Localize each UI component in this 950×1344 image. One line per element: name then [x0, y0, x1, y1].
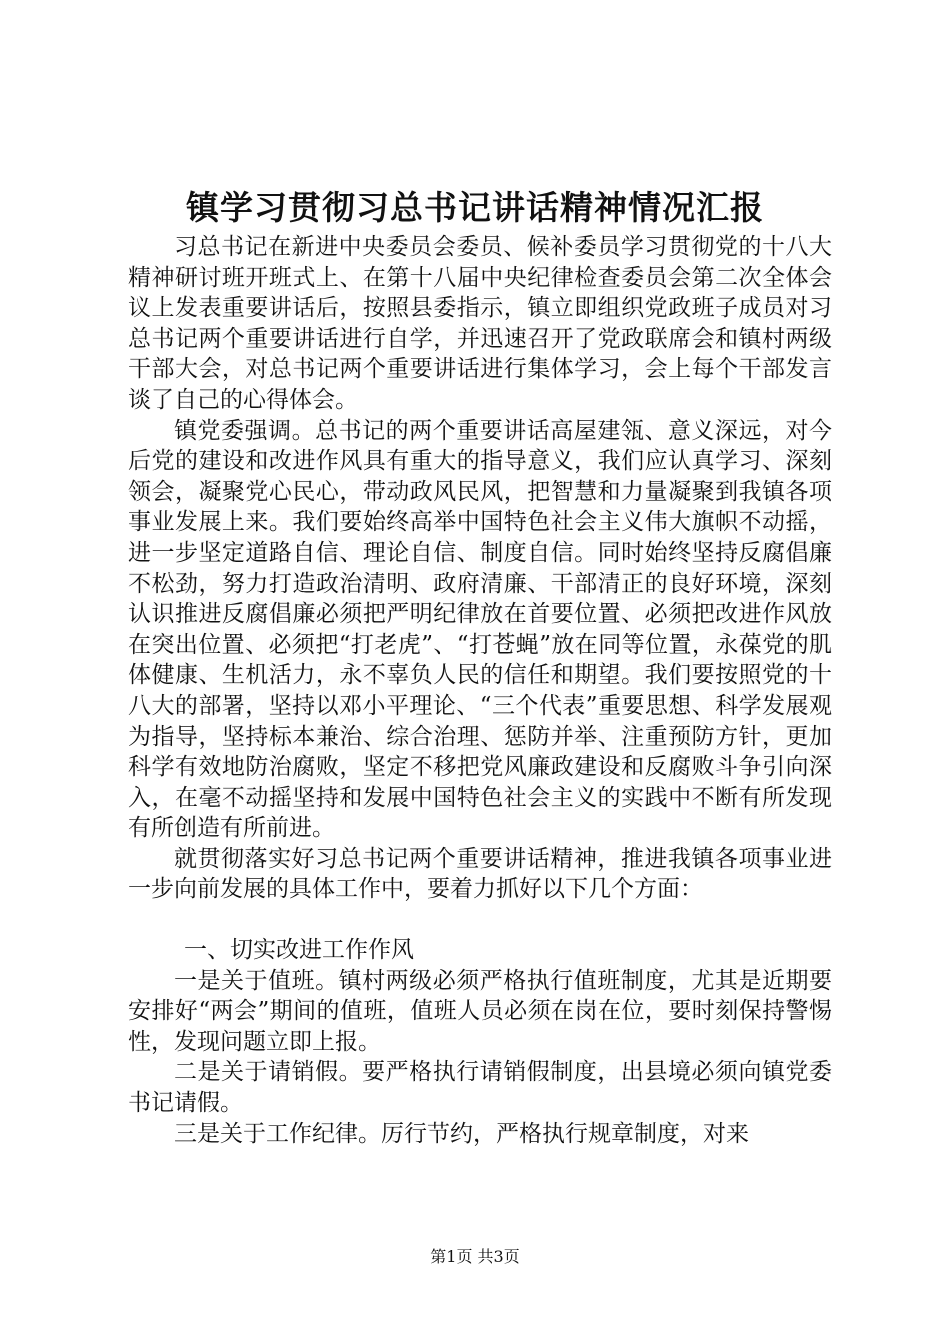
paragraph-implementation: 就贯彻落实好习总书记两个重要讲话精神，推进我镇各项事业进一步向前发展的具体工作中，要着力抓好以下几个方面： — [128, 845, 832, 903]
section-heading: 一、切实改进工作作风 — [184, 937, 414, 964]
paragraph-party-emphasis: 镇党委强调。总书记的两个重要讲话高屋建瓴、意义深远，对今后党的建设和改进作风具有重大的指导意义，我们应认真学习、深刻领会，凝聚党心民心，带动政风民风，把智慧和力量凝聚到我镇各项事业发展上来。我们要始终高举中国特色社会主义伟大旗帜不动摇，进一步坚定道路自信、理论自信、制度自信。同时始终坚持反腐倡廉不松劲，努力打造政治清明、政府清廉、干部清正的良好环境，深刻认识推进反腐倡廉必须把严明纪律放在首要位置、必须把改进作风放在突出位置、必须把“打老虎”、“打苍蝇”放在同等位置，永葆党的肌体健康、生机活力，永不辜负人民的信任和期望。我们要按照党的十八大的部署，坚持以邓小平理论、“三个代表”重要思想、科学发展观为指导，坚持标本兼治、综合治理、惩防并举、注重预防方针，更加科学有效地防治腐败，坚定不移把党风廉政建设和反腐败斗争引向深入，在毫不动摇坚持和发展中国特色社会主义的实践中不断有所发现有所创造有所前进。 — [128, 417, 832, 842]
paragraph-gap — [128, 905, 832, 935]
section-paragraph-discipline: 三是关于工作纪律。厉行节约，严格执行规章制度，对来 — [174, 1120, 749, 1147]
document-title: 镇学习贯彻习总书记讲话精神情况汇报 — [186, 188, 764, 227]
section-paragraph-duty: 一是关于值班。镇村两级必须严格执行值班制度，尤其是近期要安排好“两会”期间的值班，值班人员必须在岗在位，要时刻保持警惕性，发现问题立即上报。 — [128, 967, 832, 1055]
document-body — [128, 232, 832, 1149]
section-paragraph-leave: 二是关于请销假。要严格执行请销假制度，出县境必须向镇党委书记请假。 — [128, 1059, 832, 1117]
paragraph-intro: 习总书记在新进中央委员会委员、候补委员学习贯彻党的十八大精神研讨班开班式上、在第十八届中央纪律检查委员会第二次全体会议上发表重要讲话后，按照县委指示，镇立即组织党政班子成员对习总书记两个重要讲话进行自学，并迅速召开了党政联席会和镇村两级干部大会，对总书记两个重要讲话进行集体学习，会上每个干部发言谈了自己的心得体会。 — [128, 234, 832, 413]
page-number-footer: 第1页 共3页 — [430, 1247, 520, 1266]
